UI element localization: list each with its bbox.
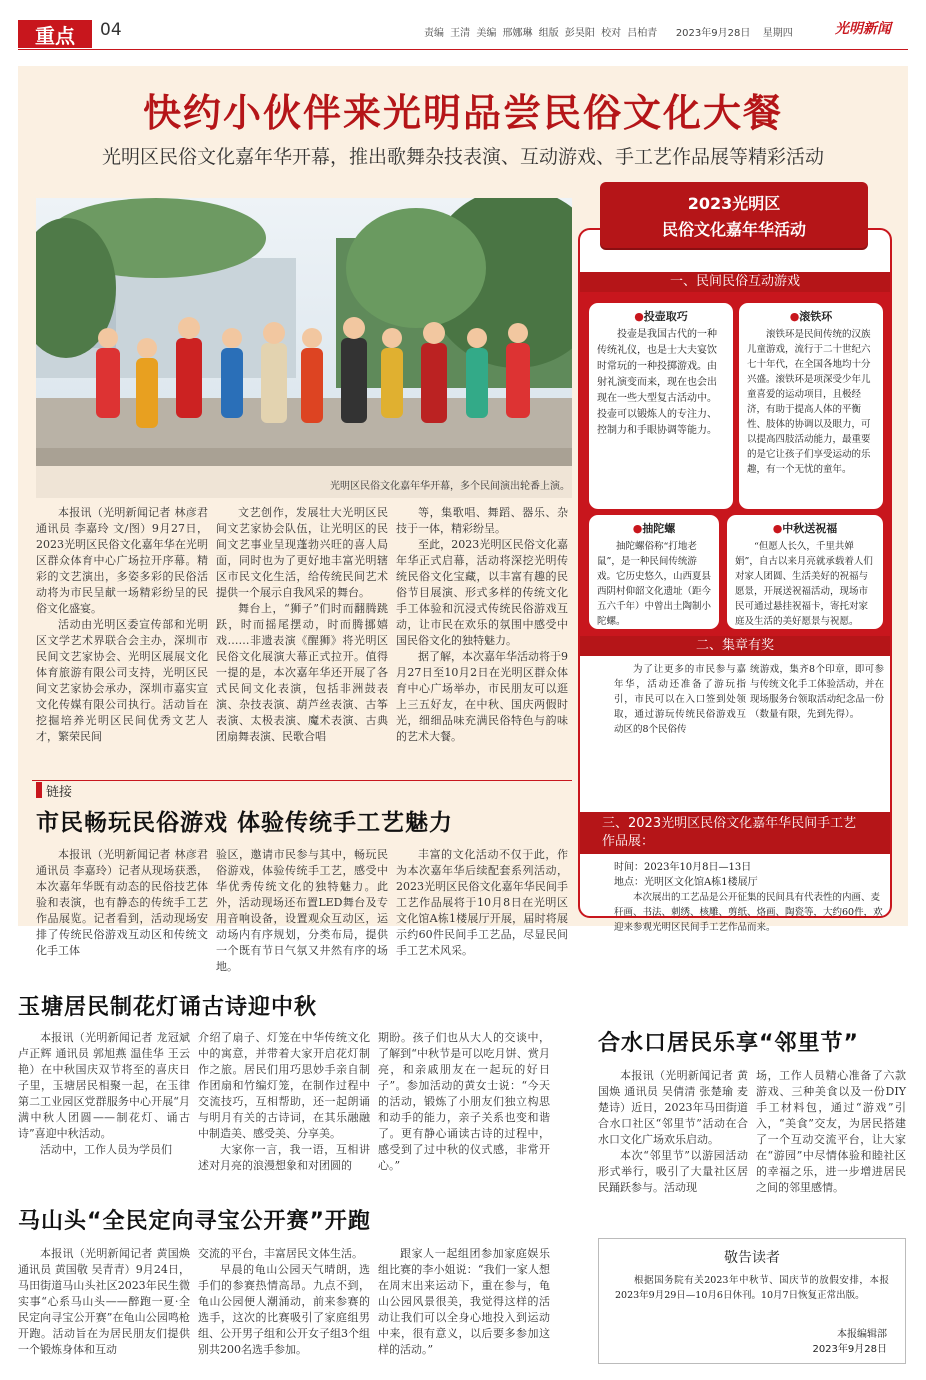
paragraph: 本报讯（光明新闻记者 龙冠斌 卢正辉 通讯员 郭旭燕 温佳华 王云艳）在中秋国庆双节将至的喜庆日子里，玉塘居民相聚一起，在玉律第二工业园区党群服务中心开展“月满中秋人团圆——制花灯、诵古诗”喜迎中秋活动。	[18, 1031, 190, 1140]
story3-col-1	[18, 1246, 190, 1358]
card-title: ●滚铁环	[789, 310, 833, 323]
section-tag: 重点	[18, 20, 92, 48]
paragraph: 场，工作人员精心准备了六款游戏、三种美食以及一份DIY手工材料包，通过“游戏”引入，“美食”交友，为居民搭建了一个互动交流平台，让大家在“游园”中尽情体验和睦社区的幸福之乐，进一步增进居民之间的邻里感情。	[756, 1069, 906, 1194]
sidebar-section-2: 二、集章有奖	[580, 636, 890, 656]
sidebar-title-line1: 2023光明区	[687, 194, 781, 213]
notice-sign	[812, 1325, 887, 1355]
card-title: ●中秋送祝福	[772, 522, 838, 535]
notice-title: 敬告读者	[724, 1250, 780, 1266]
link-tag: 链接	[46, 785, 73, 800]
link-col-3: 丰富的文化活动不仅于此，作为本次嘉年华后续配套系列活动，2023光明区民俗文化嘉年华民间手工艺作品展将于10月8日在光明区文化馆A栋1楼展厅开展，届时将展示约60件民间手工艺品，尽显民间手工艺术风采。	[396, 848, 568, 957]
weekday: 星期四	[762, 28, 793, 39]
link-col-2: 验区，邀请市民参与其中，畅玩民俗游戏，体验传统手工艺，感受中华优秀传统文化的独特魅力。此外，活动现场还布置LED舞台及专用音响设备，设置观众互动区，运动场内有序规划，分类布局，提供一个既有节日气氛又井然有序的场地。	[216, 848, 388, 973]
notice-signature: 本报编辑部	[837, 1329, 887, 1340]
story1-col-3	[378, 1030, 550, 1174]
credits: 责编 王清 美编 邢娜琳 组版 彭昊阳 校对 吕柏青	[424, 28, 658, 39]
bullet-icon: ●	[772, 522, 783, 535]
paragraph: 等，集歌唱、舞蹈、器乐、杂技于一体，精彩纷呈。	[396, 506, 568, 535]
paragraph: 本报讯（光明新闻记者 黄国焕 通讯员 吴倩清 张楚瑜 麦楚诗）近日，2023年马田街道合水口社区“邻里节”活动在合水口文化广场欢乐启动。	[598, 1069, 748, 1146]
paragraph: 据了解，本次嘉年华活动将于9月27日至10月2日在光明区群众体育中心广场举办，市民朋友可以逛上三五好友，在中秋、国庆两假时光，细细品味充满民俗特色与韵味的艺术大餐。	[396, 650, 568, 743]
paragraph: 本次“邻里节”以游园活动形式举行，吸引了大量社区居民踊跃参与。活动现	[598, 1149, 748, 1194]
paragraph: 文艺创作，发展壮大光明区民间文艺家协会队伍，让光明区的民间文艺事业呈现蓬勃兴旺的喜人局面，同时也为了更好地丰富光明辖区市民文化生活，给传统民间艺术提供一个展示自我风采的舞台。	[216, 506, 388, 599]
paragraph: 期盼。孩子们也从大人的交谈中，了解到“中秋节是可以吃月饼、赏月亮，和亲戚朋友在一起玩的好日子”。参加活动的黄女士说：“今天的活动，锻炼了小朋友们独立构思和动手的能力，亲子关系也变和谐了。更有静心诵读古诗的过程中，感受到了过中秋的仪式感，非常开心。”	[378, 1031, 550, 1172]
game-card-tuoluo	[588, 514, 720, 630]
exhibit-time: 时间：2023年10月8日—13日	[614, 862, 752, 873]
paragraph: 介绍了扇子、灯笼在中华传统文化中的寓意，并带着大家开启花灯制作之旅。居民们用巧思妙手亲自制作团扇和竹编灯笼，在制作过程中交流技巧，互相帮助，还一起朗诵与明月有关的古诗词，在其乐融融中制造美、感受美、分享美。	[198, 1031, 370, 1140]
story3-col-3	[378, 1246, 550, 1358]
link-marker	[36, 782, 42, 798]
paragraph: 早晨的龟山公园天气晴朗，选手们的参赛热情高昂。九点不到，龟山公园便人潮涌动，前来参赛的选手，这次的比赛吸引了家庭组男组、公开男子组和公开女子组3个组别共200名选手参加。	[198, 1263, 370, 1356]
stamp-text-left: 为了让更多的市民参与嘉年华，活动还准备了游玩指引，市民可以在入口签到处领取，通过游玩传统民俗游戏互动区的8个民俗传	[614, 664, 746, 735]
paragraph: 跟家人一起组团参加家庭娱乐组比赛的李小姐说：“我们一家人想在周末出来运动下，重在参与，龟山公园风景很美，我觉得这样的活动让我们可以全身心地投入到运动中来，很有意义，以后要多参加这样的活动。”	[378, 1247, 550, 1356]
story3-col-2	[198, 1246, 370, 1358]
story2-headline: 合水口居民乐享“邻里节”	[598, 1031, 859, 1056]
exhibit-desc: 本次展出的工艺品是公开征集的民间具有代表性的内画、麦秆画、书法、刺绣、核雕、剪纸、烙画、陶瓷等，大约60件，欢迎来参观光明区民间手工艺作品而来。	[614, 892, 883, 933]
story1-headline: 玉塘居民制花灯诵古诗迎中秋	[18, 995, 318, 1020]
paragraph: 活动由光明区委宣传部和光明区文学艺术界联合会主办，深圳市民间文艺家协会、光明区展展文化体育旅游有限公司支持，光明区民间文艺家协会承办，深圳市嘉实宣文化传媒有限公司执行。活动旨在挖掘培养光明区民间优秀文艺人才，繁荣民间	[36, 618, 208, 743]
card-title: ●抽陀螺	[632, 522, 676, 535]
header-rule	[18, 49, 908, 50]
sidebar-title-box	[600, 182, 868, 248]
paragraph: 活动中，工作人员为学员们	[40, 1143, 172, 1156]
card-body: 抽陀螺俗称“打地老鼠”，是一种民间传统游戏。它历史悠久，山西夏县西阴村仰韶文化遗址（距今五六千年）中曾出土陶制小陀螺。	[597, 541, 712, 627]
exhibit-place: 地点：光明区文化馆A栋1楼展厅	[614, 877, 758, 888]
paragraph: 本报讯（光明新闻记者 林彦君 通讯员 李嘉玲 文/图）9月27日，2023光明区民俗文化嘉年华在光明区群众体育中心广场拉开序幕。精彩的文艺演出，多姿多彩的民俗活动将为市民呈献一场精彩纷呈的民俗文化盛宴。	[36, 506, 208, 615]
story1-col-1	[18, 1030, 190, 1158]
exhibit-info	[614, 860, 884, 935]
article-col-2	[216, 505, 388, 745]
photo-caption: 光明区民俗文化嘉年华开幕，多个民间演出轮番上演。	[330, 481, 570, 492]
article-col-3	[396, 505, 568, 745]
bullet-icon: ●	[789, 310, 800, 323]
paragraph: 大家你一言，我一语，互相讲述对月亮的浪漫想象和对团圆的	[198, 1143, 370, 1172]
notice-date: 2023年9月28日	[812, 1344, 887, 1355]
game-card-tiehuan	[738, 302, 884, 510]
parade-photo-illustration	[36, 198, 572, 498]
reader-notice	[598, 1238, 906, 1364]
story1-col-2	[198, 1030, 370, 1174]
issue-date: 2023年9月28日	[675, 28, 751, 39]
link-rule	[32, 780, 572, 781]
main-headline: 快约小伙伴来光明品尝民俗文化大餐	[142, 91, 783, 135]
article-col-1	[36, 505, 208, 745]
sidebar-section-1: 一、民间民俗互动游戏	[580, 272, 890, 292]
page-number: 04	[100, 20, 122, 40]
notice-body: 根据国务院有关2023年中秋节、国庆节的放假安排，本报2023年9月29日—10月6日休刊。10月7日恢复正常出版。	[615, 1275, 889, 1301]
link-headline: 市民畅玩民俗游戏 体验传统手工艺魅力	[36, 810, 454, 836]
paragraph: 舞台上，“狮子”们时而翻腾跳跃，时而摇尾摆动，时而腾挪嬉戏……非遗表演《醒狮》将光明区民俗文化展演大幕正式拉开。值得一提的是，本次嘉年华还开展了各式民间文化表演，包括非洲鼓表演、杂技表演、葫芦丝表演、古筝表演、太极表演、魔术表演、古典团扇舞表演、民歌合唱	[216, 602, 388, 743]
paragraph: 交流的平台，丰富居民文体生活。	[198, 1247, 363, 1260]
bullet-icon: ●	[632, 522, 643, 535]
card-body: 投壶是我国古代的一种传统礼仪，也是士大夫宴饮时常玩的一种投掷游戏。由射礼演变而来，现在也会出现在一些大型复古活动中。投壶可以锻炼人的专注力、控制力和手眼协调等能力。	[597, 329, 717, 436]
game-card-touhu	[588, 302, 734, 510]
bullet-icon: ●	[634, 310, 644, 323]
card-body: “但愿人长久，千里共婵娟”，自古以来月亮就承载着人们对家人团圆、生活美好的祝福与愿景，开展送祝福活动，现场市民可通过悬挂祝福卡，寄托对家庭及生活的美好愿景与祝愿。	[735, 541, 873, 627]
story2-col-1	[598, 1068, 748, 1196]
sidebar-title-line2: 民俗文化嘉年华活动	[661, 220, 806, 239]
link-col-1: 本报讯（光明新闻记者 林彦君 通讯员 李嘉玲）记者从现场获悉，本次嘉年华既有动态的民俗技艺体验和表演，也有静态的传统手工艺作品展览。记者看到，活动现场安排了传统民俗游戏互动区和传统文化手工体	[36, 848, 208, 957]
story3-headline: 马山头“全民定向寻宝公开赛”开跑	[18, 1209, 371, 1234]
story2-col-2	[756, 1068, 906, 1196]
main-subheadline: 光明区民俗文化嘉年华开幕，推出歌舞杂技表演、互动游戏、手工艺作品展等精彩活动	[101, 146, 824, 168]
stamp-text-right: 统游戏，集齐8个印章，即可参与传统文化手工体验活动，并在现场服务台领取活动纪念品一份（数量有限，先到先得）。	[750, 664, 884, 720]
card-title: ●投壶取巧	[634, 310, 688, 323]
parade-photo	[36, 198, 572, 498]
card-body: 滚铁环是民间传统的汉族儿童游戏，流行于二十世纪六七十年代，在全国各地均十分兴盛。滚铁环是项深受少年儿童喜爱的运动项目，且极经济，有助于提高人体的平衡性、肢体的协调以及眼力，可以提高四肢活动能力，最重要的是它让孩子们享受运动的乐趣，有一个无忧的童年。	[747, 329, 871, 475]
paragraph: 至此，2023光明区民俗文化嘉年华正式启幕，活动将深挖光明传统民俗文化宝藏，以丰富有趣的民俗节目展演、形式多样的传统文化手工体验和沉浸式传统民俗游戏互动，让市民在欢乐的氛围中感受中国民俗文化的独特魅力。	[396, 538, 568, 647]
newspaper-logo: 光明新闻	[835, 21, 891, 37]
game-card-blessing	[726, 514, 884, 630]
sidebar-section-3: 三、2023光明区民俗文化嘉年华民间手工艺作品展：	[580, 812, 890, 854]
paragraph: 本报讯（光明新闻记者 黄国焕 通讯员 黄国敬 吴青青）9月24日，马田街道马山头社区2023年民生微实事“心系马山头——醉跑一夏·全民定向寻宝公开赛”在龟山公园鸣枪开跑。活动旨在为居民朋友们提供一个锻炼身体和互动	[18, 1247, 190, 1356]
credits-line	[424, 24, 793, 39]
